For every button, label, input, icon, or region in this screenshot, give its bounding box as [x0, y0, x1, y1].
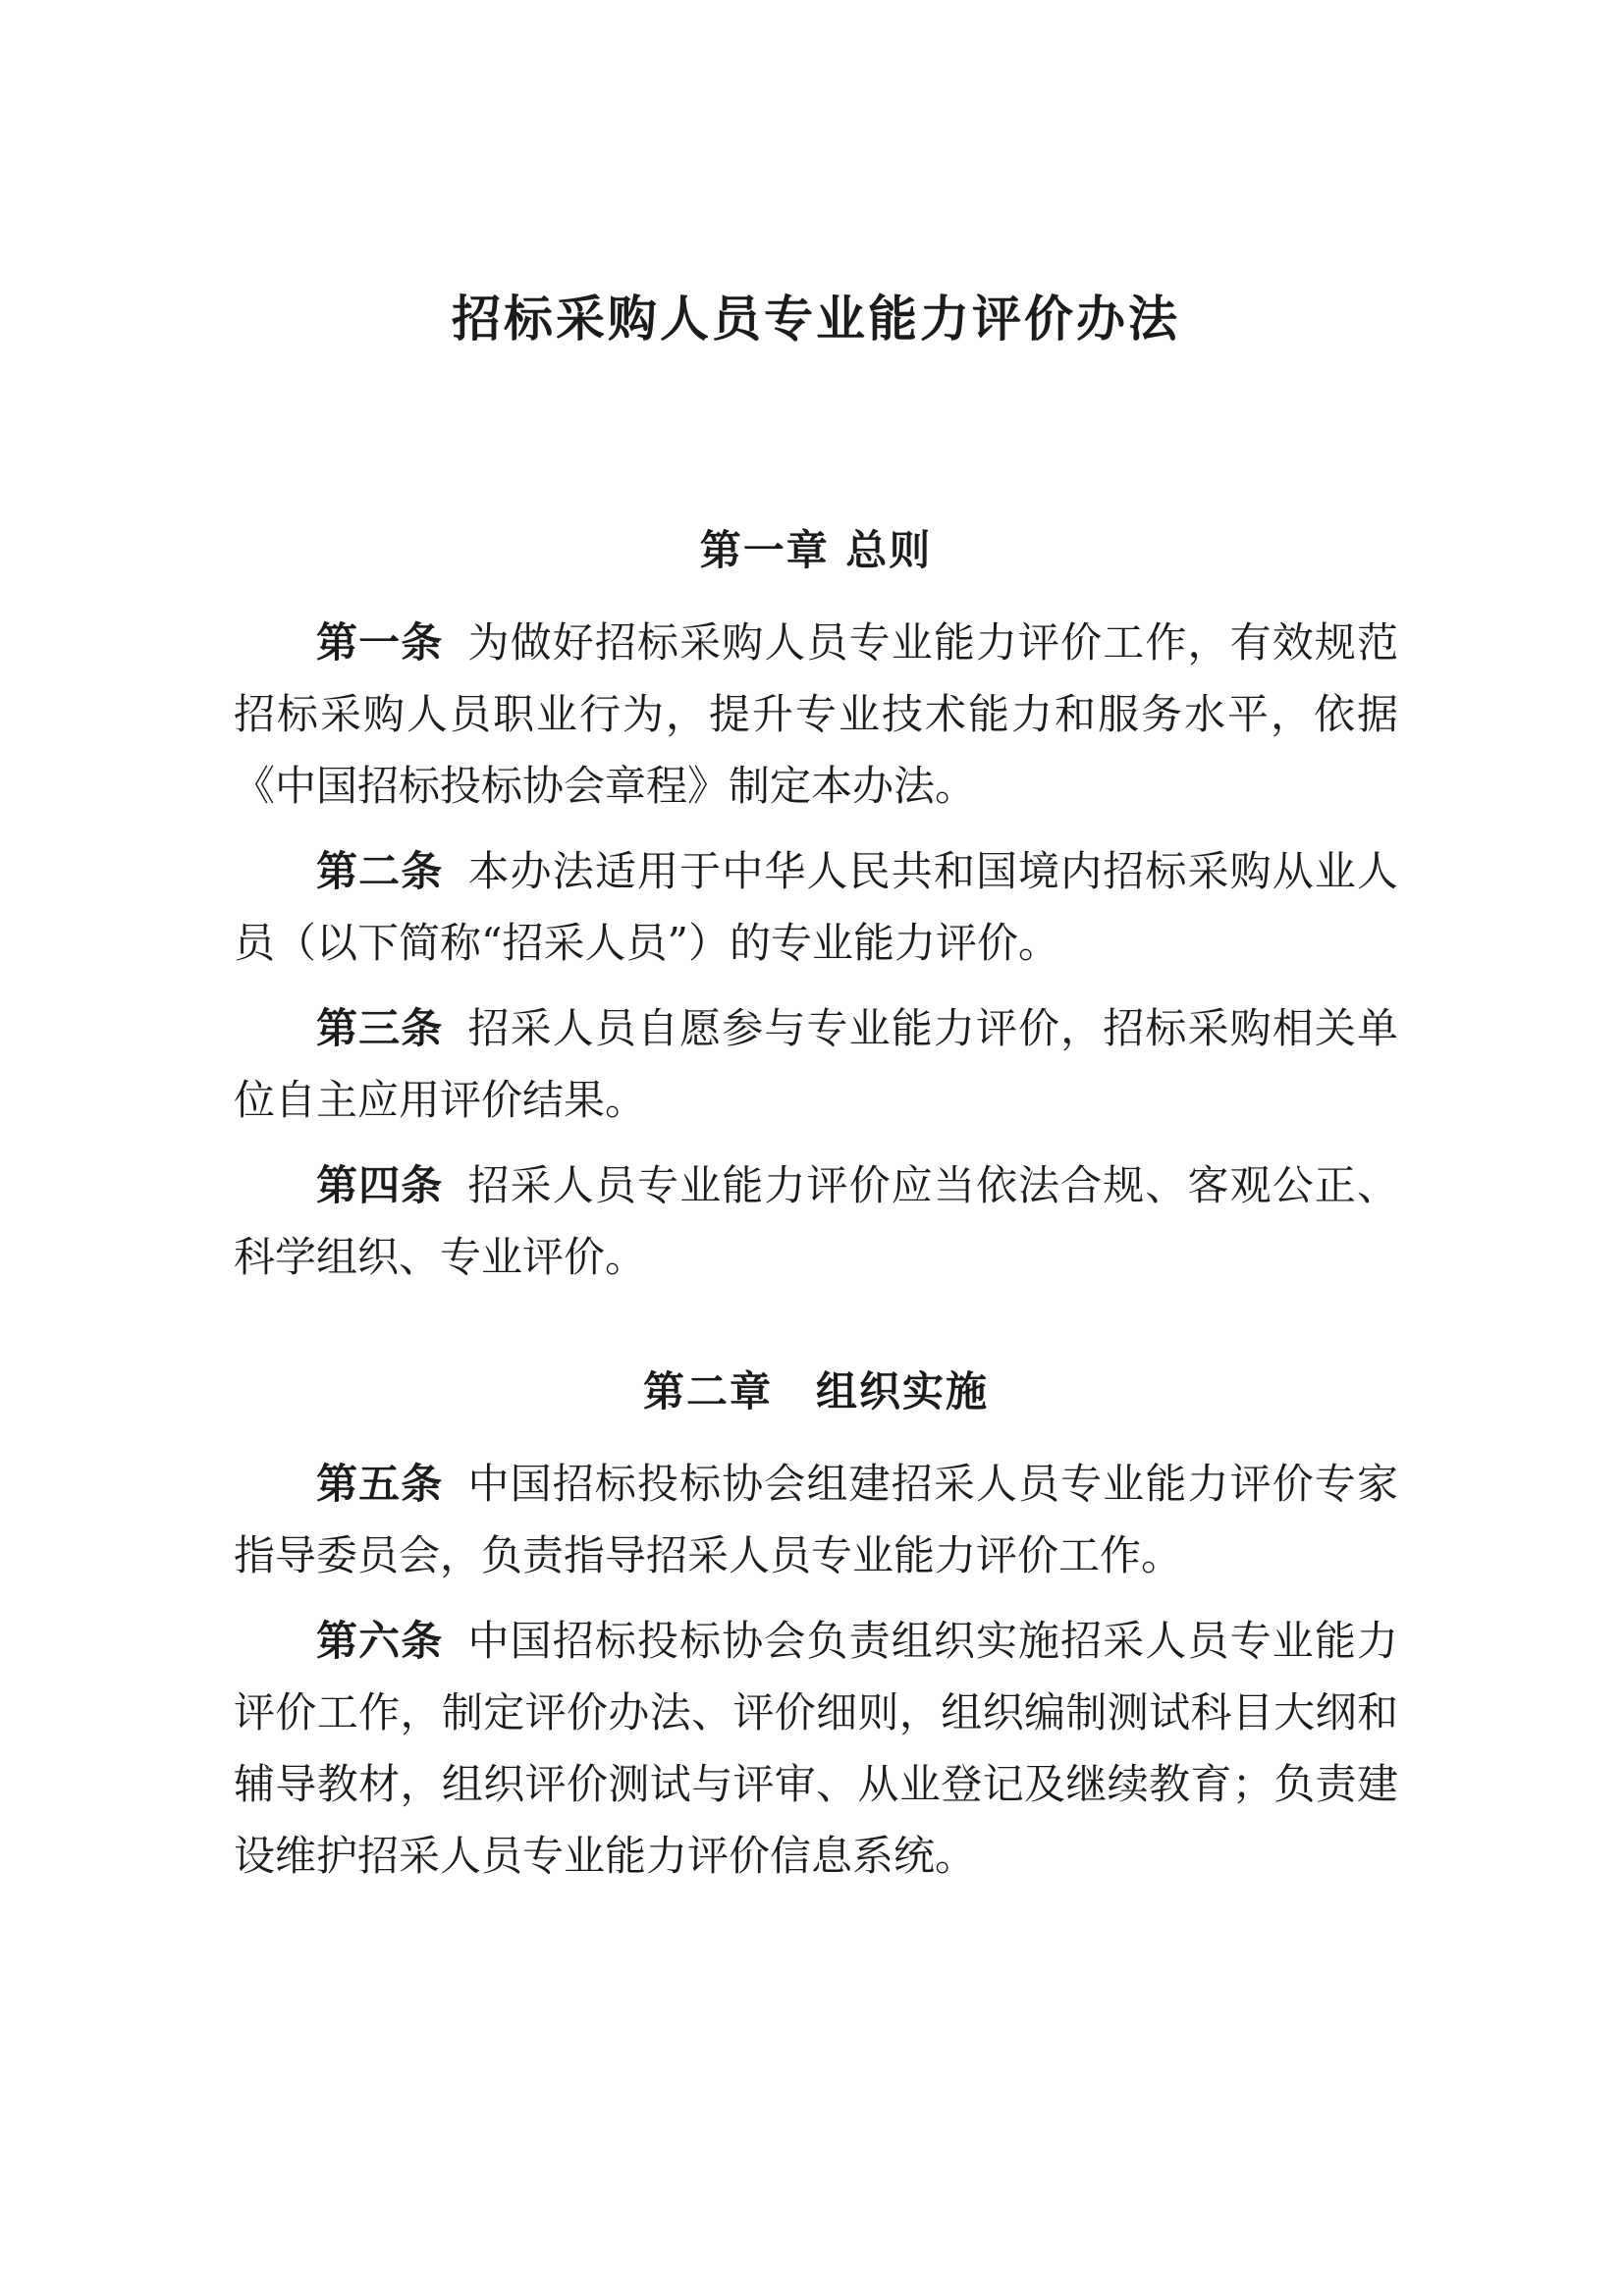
- article-3-label: 第三条: [316, 1004, 444, 1052]
- article-5-text: 中国招标投标协会组建招采人员专业能力评价专家指导委员会，负责指导招采人员专业能力评价工作。: [234, 1460, 1398, 1579]
- article-5-label: 第五条: [316, 1460, 444, 1508]
- article-3-text: 招采人员自愿参与专业能力评价，招标采购相关单位自主应用评价结果。: [234, 1004, 1398, 1124]
- document-title: 招标采购人员专业能力评价办法: [452, 291, 1180, 347]
- article-5: [234, 1448, 1398, 1591]
- article-2-label: 第二条: [316, 847, 444, 895]
- article-1-text: 为做好招标采购人员专业能力评价工作，有效规范招标采购人员职业行为，提升专业技术能力和服务水平，依据《中国招标投标协会章程》制定本办法。: [234, 618, 1398, 810]
- article-4-text: 招采人员专业能力评价应当依法合规、客观公正、科学组织、专业评价。: [234, 1161, 1398, 1281]
- chapter-general-provisions: [234, 528, 1398, 1293]
- chapter-1-heading: 第一章 总则: [699, 526, 933, 574]
- article-6: [234, 1605, 1398, 1892]
- article-2-text: 本办法适用于中华人民共和国境内招标采购从业人员（以下简称“招采人员”）的专业能力评价。: [234, 847, 1398, 967]
- article-6-text: 中国招标投标协会负责组织实施招采人员专业能力评价工作，制定评价办法、评价细则，组织编制测试科目大纲和辅导教材，组织评价测试与评审、从业登记及继续教育；负责建设维护招采人员专业能力评价信息系统。: [234, 1617, 1398, 1880]
- article-4-label: 第四条: [316, 1161, 444, 1209]
- article-6-label: 第六条: [316, 1617, 444, 1665]
- article-4: [234, 1149, 1398, 1293]
- article-1: [234, 607, 1398, 822]
- article-1-label: 第一条: [316, 618, 444, 667]
- article-3: [234, 992, 1398, 1136]
- chapter-2-heading: 第二章 组织实施: [642, 1367, 989, 1415]
- article-2: [234, 835, 1398, 979]
- chapter-organization-implementation: [234, 1369, 1398, 1892]
